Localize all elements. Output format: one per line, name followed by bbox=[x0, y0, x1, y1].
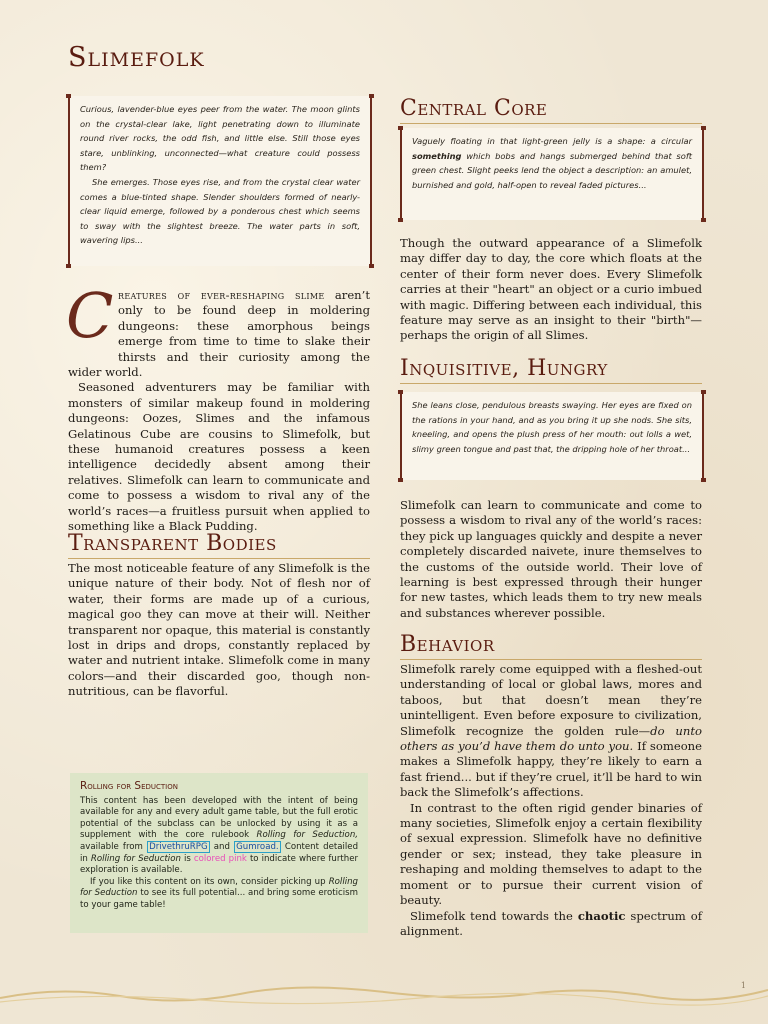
book-title: Rolling for Seduction, bbox=[256, 830, 358, 841]
intro-lead: reatures of ever-reshaping slime bbox=[118, 288, 325, 302]
body-paragraph: The most noticeable feature of any Slimefolk is the unique nature of their body. Not of flesh nor of water, their forms are made up of a curious, magical goo they can move at their will. Neither transparent nor opaque, this material is constantly lost in drips and drops, constantly replaced by water and nutrient intake. Slimefolk come in many colors—and their discarded goo, though non-nutritious, can be flavorful. bbox=[68, 561, 370, 699]
flavor-bold: something bbox=[412, 150, 462, 161]
inquisitive-text bbox=[400, 498, 702, 621]
body-text: Slimefolk rarely come equipped with a fleshed-out understanding of local or global laws, mores and taboos, but that doesn’t mean they’re unintelligent. Even before exposure to civilization, Slimefolk recognize the golden rule— bbox=[400, 662, 702, 738]
body-paragraph: Though the outward appearance of a Slimefolk may differ day to day, the core which floats at the center of their form never does. Every Slimefolk carries at their "heart" an object or a curio imbued with magic. Differing between each individual, this feature may serve as an insight to their "birth"—perhaps the origin of all Slimes. bbox=[400, 236, 702, 343]
dropcap-letter: C bbox=[66, 279, 114, 352]
italic-text: do unto others as you’d have them do unto you. bbox=[400, 723, 702, 754]
body-text: If someone makes a Slimefolk happy, they’re likely to earn a fast friend... but if they’re cruel, it’ll be hard to win back the Slimefolk’s affections. bbox=[400, 739, 702, 800]
gumroad-link[interactable]: Gumroad. bbox=[236, 841, 279, 852]
sidebar-text: and bbox=[213, 841, 230, 852]
flavor-paragraph bbox=[412, 134, 692, 192]
sidebar-text: This content has been developed with the intent of being available for any and every adult game table, but the full erotic potential of the subclass can be unlocked by using it as a supplement with the core rulebook bbox=[80, 795, 358, 841]
body-paragraph: Slimefolk can learn to communicate and come to possess a wisdom to rival any of the world’s races: they pick up languages quickly and despite a never completely discarded naivete, inure themselves to the customs of the outside world. Their love of learning is best expressed through their hunger for new tastes, which leads them to try new meals and substances wherever possible. bbox=[400, 498, 702, 620]
sidebar-paragraph bbox=[80, 877, 358, 912]
sidebar-text: to see its full potential... and bring some eroticism to your game table! bbox=[80, 888, 358, 910]
body-paragraph bbox=[400, 909, 702, 940]
section-heading: Transparent Bodies bbox=[68, 531, 370, 559]
flavor-paragraph: She emerges. Those eyes rise, and from the crystal clear water comes a blue-tinted shape. Slender shoulders formed of nearly-clear liquid emerge, followed by a ponderous chest which seems to sway with the slightest breeze. The water parts in soft, wavering lips... bbox=[80, 176, 360, 246]
section-central-core bbox=[400, 96, 702, 124]
sidebar-paragraph bbox=[80, 796, 358, 877]
bold-text: chaotic bbox=[577, 908, 626, 923]
central-core-flavor-box bbox=[400, 128, 704, 220]
central-core-text bbox=[400, 236, 702, 344]
body-paragraph bbox=[400, 662, 702, 801]
section-behavior bbox=[400, 632, 702, 660]
page-title: Slimefolk bbox=[68, 42, 205, 73]
sidebar-text: is bbox=[183, 853, 191, 864]
flavor-text: which bobs and hangs submerged behind that soft green chest. Slight peeks lend the object a description: an amulet, burnished and gold, half-open to reveal faded pictures... bbox=[412, 150, 693, 190]
rolling-for-seduction-sidebar bbox=[70, 773, 368, 933]
transparent-bodies-text bbox=[68, 561, 370, 700]
section-inquisitive-hungry bbox=[400, 356, 702, 384]
section-heading: Inquisitive, Hungry bbox=[400, 356, 702, 384]
section-heading: Behavior bbox=[400, 632, 702, 660]
inquisitive-flavor-box bbox=[400, 392, 704, 480]
behavior-text bbox=[400, 662, 702, 939]
sidebar-title: Rolling for Seduction bbox=[80, 780, 178, 792]
flavor-paragraph: Curious, lavender-blue eyes peer from the water. The moon glints on the crystal-clear lake, light penetrating down to illuminate round river rocks, the odd fish, and little else. Still those eyes stare, unblinking, unconnected—what creature could possess them? bbox=[80, 104, 360, 173]
sidebar-text: Content detailed in bbox=[80, 841, 359, 864]
intro-flavor-box bbox=[68, 96, 372, 266]
intro-text: aren’t only to be found deep in moldering dungeons: these amorphous beings emerge from time to time to slake their thirsts and their curiosity among the wider world. bbox=[68, 288, 370, 380]
page-number: 1 bbox=[740, 981, 746, 990]
footer-ornament bbox=[0, 978, 768, 1006]
section-transparent-bodies bbox=[68, 531, 370, 559]
intro-paragraph: Seasoned adventurers may be familiar with monsters of similar makeup found in moldering dungeons: Oozes, Slimes and the infamous Gelatinous Cube are cousins to Slimefolk, but these humanoid creatures possess a keen intelligence decidedly absent among their relatives. Slimefolk can learn to communicate and come to possess a wisdom to rival any of the world’s races—a fruitless pursuit when applied to something like a Black Pudding. bbox=[68, 380, 370, 534]
flavor-paragraph: She leans close, pendulous breasts swaying. Her eyes are fixed on the rations in your hand, and as you bring it up she nods. She sits, kneeling, and opens the plush press of her mouth: out lolls a wet, slimy green tongue and past that, the dripping hole of her throat... bbox=[412, 400, 692, 454]
sidebar-text: to indicate where further exploration is available. bbox=[80, 853, 359, 876]
body-text: spectrum of alignment. bbox=[400, 908, 703, 938]
sidebar-text: If you like this content on its own, consider picking up bbox=[90, 876, 326, 887]
dropcap bbox=[66, 279, 114, 352]
section-heading: Central Core bbox=[400, 96, 702, 124]
intro-paragraph bbox=[66, 279, 370, 380]
pink-highlight: colored pink bbox=[193, 853, 247, 864]
body-paragraph: In contrast to the often rigid gender binaries of many societies, Slimefolk enjoy a certain flexibility of sexual expression. Slimefolk have no definitive gender or sex; instead, they take pleasure in reshaping and molding themselves to adapt to the moment or to pursue their current vision of beauty. bbox=[400, 800, 702, 908]
book-title: Rolling for Seduction bbox=[80, 876, 358, 899]
body-text: Slimefolk tend towards the bbox=[410, 908, 573, 923]
intro-section bbox=[66, 279, 370, 535]
book-title: Rolling for Seduction bbox=[90, 853, 181, 864]
drivethrurpg-link[interactable]: DrivethruRPG bbox=[149, 841, 208, 852]
sidebar-text: available from bbox=[80, 841, 143, 852]
flavor-text: Vaguely floating in that light-green jelly is a shape: a circular bbox=[412, 136, 692, 146]
